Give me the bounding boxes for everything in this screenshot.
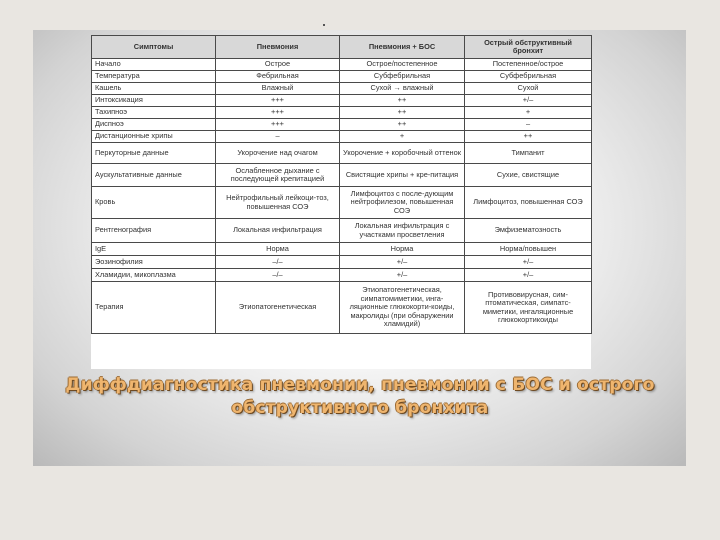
row-bronchitis: Эмфизематозность (465, 219, 592, 243)
row-bronchitis: +/– (465, 256, 592, 269)
row-symptom: Тахипноэ (92, 107, 216, 119)
table-row (92, 107, 592, 119)
row-pneumonia: +++ (216, 107, 340, 119)
row-pneumonia-bos: Этиопатогенетическая, симпатомиметики, инга-ляционные глюкокорти-коиды, макролиды (при обнаружении хламидий) (340, 282, 465, 334)
table-row (92, 119, 592, 131)
table-row (92, 143, 592, 164)
row-symptom: Перкуторные данные (92, 143, 216, 164)
row-symptom: Аускультативные данные (92, 164, 216, 187)
row-symptom: Диспноэ (92, 119, 216, 131)
row-symptom: Кровь (92, 187, 216, 219)
row-pneumonia: Норма (216, 243, 340, 256)
row-symptom: Дистанционные хрипы (92, 131, 216, 143)
table-row (92, 187, 592, 219)
table-row (92, 83, 592, 95)
row-pneumonia: Укорочение над очагом (216, 143, 340, 164)
row-bronchitis: + (465, 107, 592, 119)
row-pneumonia: Локальная инфильтрация (216, 219, 340, 243)
row-pneumonia-bos: Укорочение + коробочный оттенок (340, 143, 465, 164)
table-header-row (92, 36, 592, 59)
table-row (92, 256, 592, 269)
row-symptom: Хламидии, микоплазма (92, 269, 216, 282)
row-bronchitis: Сухой (465, 83, 592, 95)
row-bronchitis: – (465, 119, 592, 131)
row-pneumonia-bos: Локальная инфильтрация с участками просветления (340, 219, 465, 243)
table-row (92, 131, 592, 143)
table-row (92, 59, 592, 71)
row-pneumonia-bos: Норма (340, 243, 465, 256)
row-symptom: Интоксикация (92, 95, 216, 107)
header-pneumonia-bos: Пневмония + БОС (340, 36, 465, 59)
row-pneumonia: –/– (216, 256, 340, 269)
row-bronchitis: Лимфоцитоз, повышенная СОЭ (465, 187, 592, 219)
row-pneumonia: Нейтрофильный лейкоци-тоз, повышенная СОЭ (216, 187, 340, 219)
row-bronchitis: Сухие, свистящие (465, 164, 592, 187)
row-pneumonia-bos: ++ (340, 119, 465, 131)
row-symptom: Температура (92, 71, 216, 83)
row-pneumonia-bos: ++ (340, 95, 465, 107)
slide-title: Диффдиагностика пневмонии, пневмонии с БОС и острого обструктивного бронхита (65, 375, 655, 418)
row-pneumonia: Этиопатогенетическая (216, 282, 340, 334)
table-row (92, 269, 592, 282)
table-row (92, 164, 592, 187)
decorative-dot (323, 24, 325, 26)
row-bronchitis: Противовирусная, сим-птоматическая, симпатс-миметики, ингаляционные глюкокортикоиды (465, 282, 592, 334)
table-row (92, 243, 592, 256)
row-pneumonia-bos: +/– (340, 269, 465, 282)
row-pneumonia: –/– (216, 269, 340, 282)
row-pneumonia-bos: +/– (340, 256, 465, 269)
row-pneumonia-bos: Лимфоцитоз с после-дующим нейтрофилезом, повышенная СОЭ (340, 187, 465, 219)
row-symptom: Терапия (92, 282, 216, 334)
row-pneumonia: – (216, 131, 340, 143)
row-bronchitis: +/– (465, 95, 592, 107)
row-bronchitis: ++ (465, 131, 592, 143)
row-bronchitis: Субфебрильная (465, 71, 592, 83)
row-bronchitis: +/– (465, 269, 592, 282)
diagnosis-table-container (91, 35, 591, 369)
header-pneumonia: Пневмония (216, 36, 340, 59)
header-obstructive-bronchitis: Острый обструктивный бронхит (465, 36, 592, 59)
row-symptom: Начало (92, 59, 216, 71)
row-pneumonia: +++ (216, 119, 340, 131)
row-pneumonia-bos: Острое/постепенное (340, 59, 465, 71)
table-row (92, 95, 592, 107)
row-symptom: IgE (92, 243, 216, 256)
row-pneumonia: Влажный (216, 83, 340, 95)
header-symptoms: Симптомы (92, 36, 216, 59)
row-bronchitis: Норма/повышен (465, 243, 592, 256)
row-pneumonia: Ослабленное дыхание с последующей крепитацией (216, 164, 340, 187)
row-symptom: Рентгенография (92, 219, 216, 243)
row-pneumonia-bos: Субфебрильная (340, 71, 465, 83)
table-row (92, 282, 592, 334)
row-pneumonia: Острое (216, 59, 340, 71)
row-bronchitis: Постепенное/острое (465, 59, 592, 71)
table-row (92, 219, 592, 243)
table-row (92, 71, 592, 83)
row-pneumonia-bos: ++ (340, 107, 465, 119)
row-symptom: Кашель (92, 83, 216, 95)
row-pneumonia-bos: Сухой → влажный (340, 83, 465, 95)
row-pneumonia: +++ (216, 95, 340, 107)
row-pneumonia-bos: Свистящие хрипы + кре-питация (340, 164, 465, 187)
row-symptom: Эозинофилия (92, 256, 216, 269)
row-bronchitis: Тимпанит (465, 143, 592, 164)
row-pneumonia: Фебрильная (216, 71, 340, 83)
differential-diagnosis-table (91, 35, 592, 334)
row-pneumonia-bos: + (340, 131, 465, 143)
